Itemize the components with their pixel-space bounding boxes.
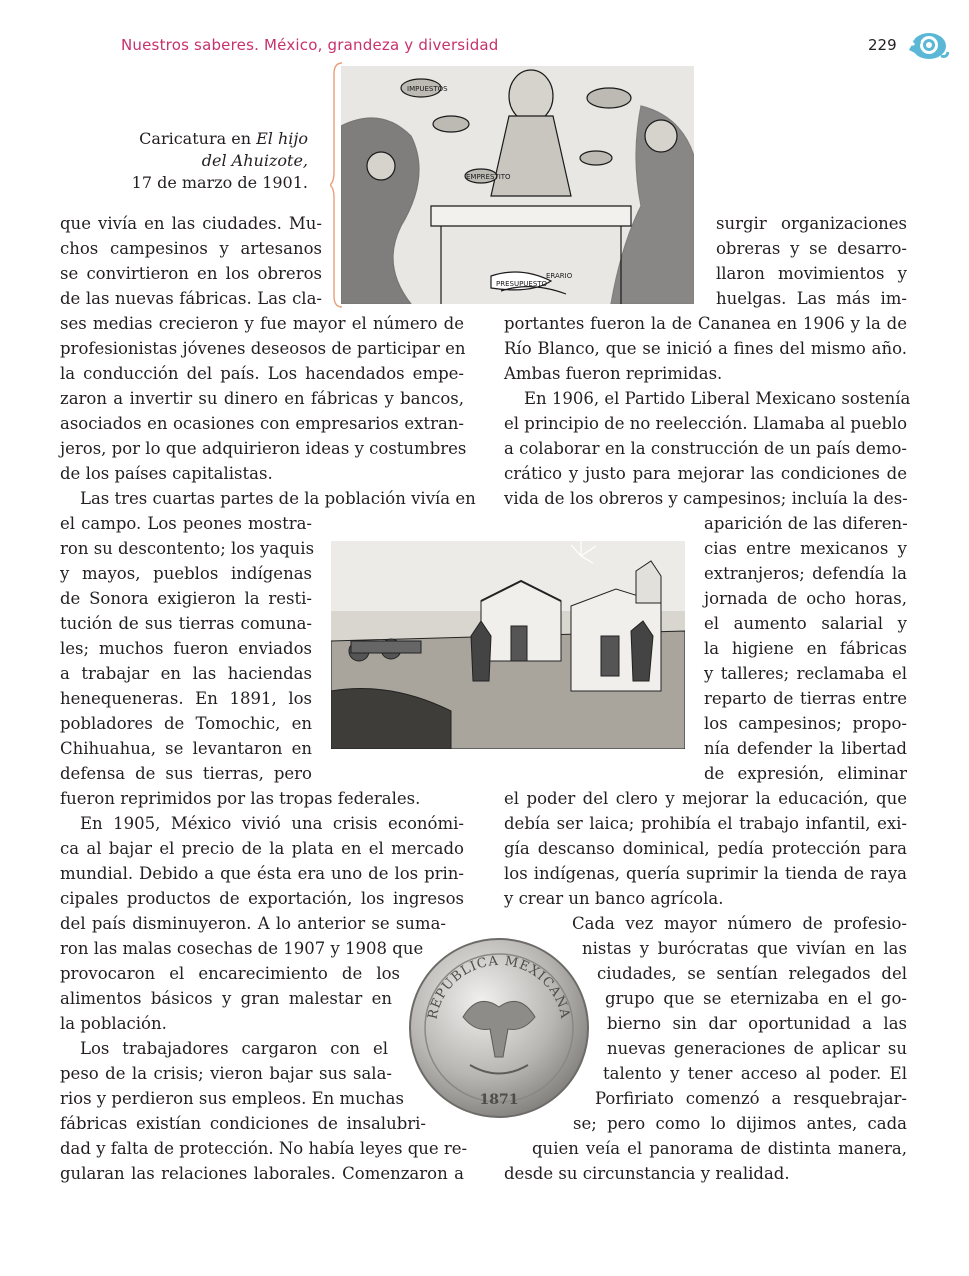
text-line: el aumento salarial y	[704, 614, 907, 633]
text-line: llaron movimientos y	[716, 264, 907, 283]
text-line: y mayos, pueblos indígenas	[60, 564, 312, 583]
caption-italic-1: El hijo	[256, 129, 308, 148]
caricature-label: IMPUESTOS	[407, 85, 448, 93]
text-line: talento y tener acceso al poder. El	[603, 1064, 907, 1083]
text-line: se convirtieron en los obreros	[60, 264, 322, 283]
text-line: aparición de las diferen-	[704, 514, 908, 533]
caricature-label: PRESUPUESTO	[496, 280, 548, 288]
text-line: nía defender la libertad	[704, 739, 907, 758]
text-line: Río Blanco, que se inició a fines del mismo año.	[504, 339, 907, 358]
text-line: Los trabajadores cargaron con el	[80, 1039, 388, 1058]
text-line: grupo que se eternizaba en el go-	[605, 989, 907, 1008]
text-line: provocaron el encarecimiento de los	[60, 964, 400, 983]
text-line: debía ser laica; prohibía el trabajo infantil, exi-	[504, 814, 907, 833]
text-line: ron las malas cosechas de 1907 y 1908 que	[60, 939, 424, 958]
text-line: obreras y se desarro-	[716, 239, 907, 258]
text-line: Ambas fueron reprimidas.	[504, 364, 723, 383]
text-line: chos campesinos y artesanos	[60, 239, 322, 258]
text-line: desde su circunstancia y realidad.	[504, 1164, 790, 1183]
spiral-snail-icon	[905, 30, 949, 66]
text-line: Cada vez mayor número de profesio-	[572, 914, 907, 933]
text-line: rios y perdieron sus empleos. En muchas	[60, 1089, 404, 1108]
text-line: del país disminuyeron. A lo anterior se suma-	[60, 914, 446, 933]
text-line: el principio de no reelección. Llamaba al pueblo	[504, 414, 908, 433]
text-line: a trabajar en las haciendas	[60, 664, 312, 683]
text-line: cias entre mexicanos y	[704, 539, 907, 558]
coin-legend: REPUBLICA MEXICANA	[425, 953, 573, 1021]
text-line: mundial. Debido a que ésta era uno de los prin-	[60, 864, 464, 883]
text-line: la conducción del país. Los hacendados empe-	[60, 364, 464, 383]
caption-italic-2: del Ahuizote,	[201, 151, 308, 170]
text-line: zaron a invertir su dinero en fábricas y bancos,	[60, 389, 464, 408]
text-line: defensa de sus tierras, pero	[60, 764, 312, 783]
text-line: surgir organizaciones	[716, 214, 907, 233]
coin-year: 1871	[479, 1092, 519, 1108]
text-line: nistas y burócratas que vivían en las	[582, 939, 907, 958]
text-line: ses medias crecieron y fue mayor el número de	[60, 314, 464, 333]
text-line: En 1905, México vivió una crisis económi-	[80, 814, 464, 833]
text-line: de Sonora exigieron la resti-	[60, 589, 312, 608]
running-header: Nuestros saberes. México, grandeza y diversidad	[121, 36, 499, 54]
text-line: crático y justo para mejorar las condiciones de	[504, 464, 907, 483]
text-line: la higiene en fábricas	[704, 639, 907, 658]
text-line: quien veía el panorama de distinta manera,	[532, 1139, 907, 1158]
text-line: dad y falta de protección. No había leyes que re-	[60, 1139, 468, 1158]
text-line: les; muchos fueron enviados	[60, 639, 312, 658]
text-line: ciudades, se sentían relegados del	[597, 964, 907, 983]
caption-date: 17 de marzo de 1901.	[131, 173, 308, 192]
caption-prefix: Caricatura en	[139, 129, 257, 148]
image-caption	[132, 128, 308, 194]
text-line: En 1906, el Partido Liberal Mexicano sostenía	[524, 389, 911, 408]
text-line: gularan las relaciones laborales. Comenzaron a	[60, 1164, 464, 1183]
text-line: fábricas existían condiciones de insalubri-	[60, 1114, 426, 1133]
text-line: huelgas. Las más im-	[716, 289, 907, 308]
text-line: la población.	[60, 1014, 167, 1033]
text-line: de los países capitalistas.	[60, 464, 273, 483]
text-line: y talleres; reclamaba el	[704, 664, 907, 683]
text-line: alimentos básicos y gran malestar en	[60, 989, 392, 1008]
text-line: tución de sus tierras comuna-	[60, 614, 312, 633]
text-line: fueron reprimidos por las tropas federales.	[60, 789, 421, 808]
page-number: 229	[868, 36, 897, 54]
text-line: nuevas generaciones de aplicar su	[607, 1039, 907, 1058]
battle-engraving-illustration	[331, 541, 685, 749]
text-line: asociados en ocasiones con empresarios extran-	[60, 414, 464, 433]
text-line: a colaborar en la construcción de un país demo-	[504, 439, 907, 458]
text-line: henequeneras. En 1891, los	[60, 689, 312, 708]
text-line: jornada de ocho horas,	[704, 589, 907, 608]
caricature-illustration	[341, 66, 694, 304]
text-line: se; pero como lo dijimos antes, cada	[573, 1114, 907, 1133]
text-line: ca al bajar el precio de la plata en el mercado	[60, 839, 464, 858]
text-line: el poder del clero y mejorar la educación, que	[504, 789, 907, 808]
text-line: y crear un banco agrícola.	[504, 889, 724, 908]
text-line: bierno sin dar oportunidad a las	[607, 1014, 907, 1033]
text-line: ron su descontento; los yaquis	[60, 539, 315, 558]
caricature-label: ERARIO	[546, 272, 573, 280]
text-line: profesionistas jóvenes deseosos de participar en	[60, 339, 466, 358]
text-line: Chihuahua, se levantaron en	[60, 739, 312, 758]
text-line: Porfiriato comenzó a resquebrajar-	[595, 1089, 907, 1108]
text-line: portantes fueron la de Cananea en 1906 y la de	[504, 314, 907, 333]
text-line: cipales productos de exportación, los ingresos	[60, 889, 464, 908]
text-line: de las nuevas fábricas. Las cla-	[60, 289, 322, 308]
text-line: de expresión, eliminar	[704, 764, 907, 783]
text-line: vida de los obreros y campesinos; incluía la des-	[504, 489, 908, 508]
text-line: extranjeros; defendía la	[704, 564, 907, 583]
text-line: que vivía en las ciudades. Mu-	[60, 214, 322, 233]
text-line: peso de la crisis; vieron bajar sus sala-	[60, 1064, 392, 1083]
text-line: pobladores de Tomochic, en	[60, 714, 312, 733]
silver-coin-photo	[408, 937, 590, 1119]
text-line: gía descanso dominical, pedía protección para	[504, 839, 907, 858]
text-line: Las tres cuartas partes de la población vivía en	[80, 489, 476, 508]
text-line: el campo. Los peones mostra-	[60, 514, 312, 533]
caricature-label: EMPRESTITO	[466, 173, 511, 181]
text-line: jeros, por lo que adquirieron ideas y costumbres	[60, 439, 467, 458]
text-line: los campesinos; propo-	[704, 714, 907, 733]
text-line: reparto de tierras entre	[704, 689, 907, 708]
text-line: los indígenas, quería suprimir la tienda de raya	[504, 864, 907, 883]
